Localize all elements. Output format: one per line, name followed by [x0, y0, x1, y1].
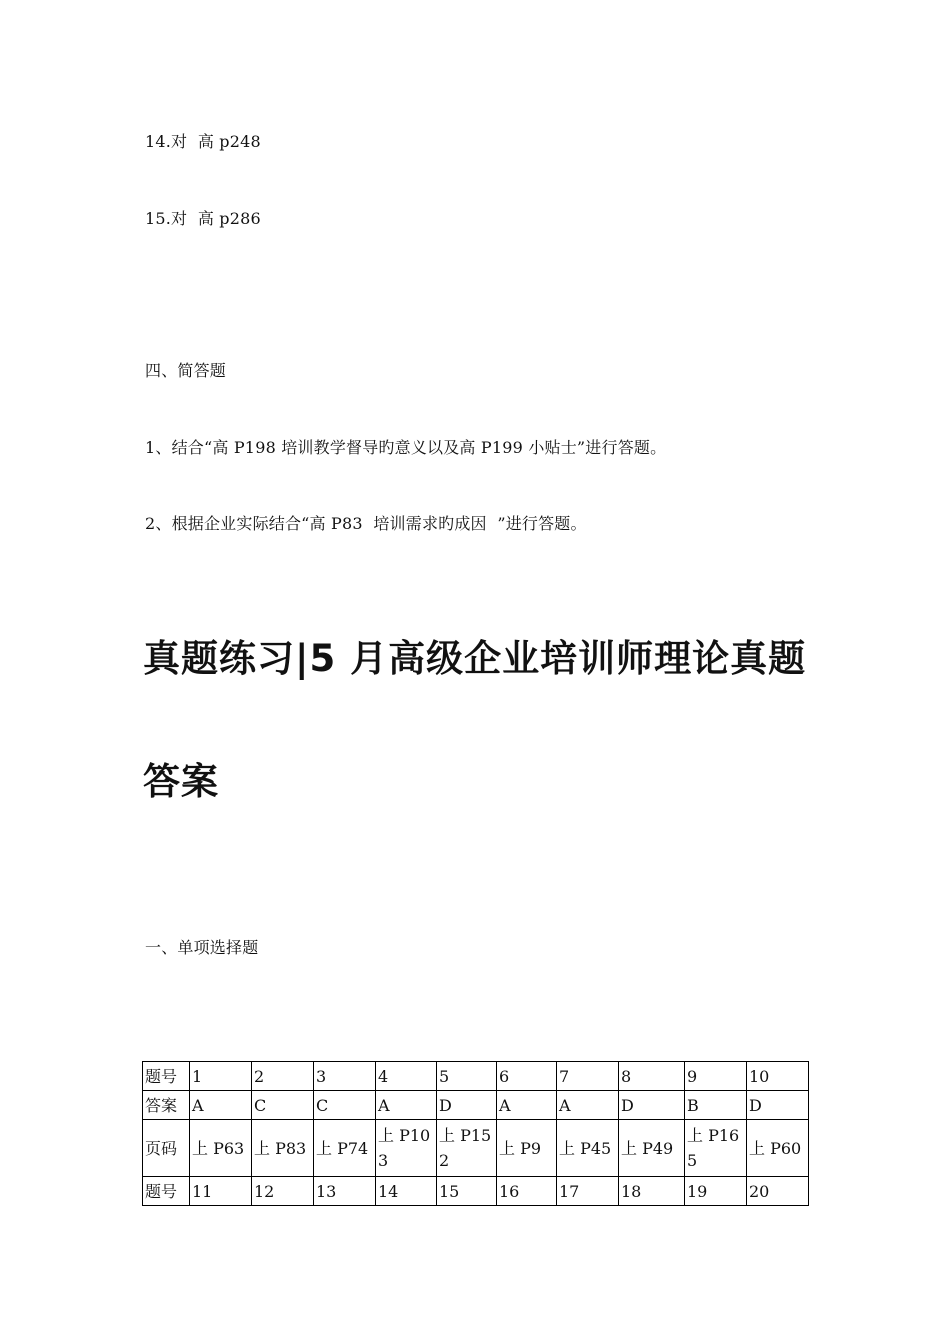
table-cell: D: [619, 1091, 685, 1120]
table-cell: 2: [252, 1062, 314, 1091]
table-cell: 上 P103: [376, 1120, 437, 1177]
table-cell: 上 P83: [252, 1120, 314, 1177]
row-label: 题号: [143, 1062, 190, 1091]
answer-line-14: 14.对 高 p248: [145, 132, 261, 151]
table-cell: 上 P9: [497, 1120, 557, 1177]
table-cell: A: [190, 1091, 252, 1120]
table-cell: 13: [314, 1177, 376, 1206]
table-cell: D: [437, 1091, 497, 1120]
table-cell: 12: [252, 1177, 314, 1206]
table-cell: 5: [437, 1062, 497, 1091]
table-cell: 18: [619, 1177, 685, 1206]
table-cell: 10: [747, 1062, 809, 1091]
table-cell: 上 P60: [747, 1120, 809, 1177]
table-cell: 20: [747, 1177, 809, 1206]
table-cell: 上 P152: [437, 1120, 497, 1177]
section-title-short-answer: 四、简答题: [145, 361, 227, 380]
table-cell: C: [252, 1091, 314, 1120]
table-cell: 上 P45: [557, 1120, 619, 1177]
table-cell: 14: [376, 1177, 437, 1206]
row-label: 页码: [143, 1120, 190, 1177]
table-cell: 11: [190, 1177, 252, 1206]
section-title-single-choice: 一、单项选择题: [145, 938, 259, 957]
table-cell: 上 P63: [190, 1120, 252, 1177]
row-label: 答案: [143, 1091, 190, 1120]
table-cell: A: [497, 1091, 557, 1120]
table-cell: 上 P74: [314, 1120, 376, 1177]
table-cell: A: [376, 1091, 437, 1120]
table-cell: 16: [497, 1177, 557, 1206]
table-row: [143, 1062, 809, 1091]
table-cell: 7: [557, 1062, 619, 1091]
table-cell: 17: [557, 1177, 619, 1206]
table-cell: 9: [685, 1062, 747, 1091]
table-cell: 19: [685, 1177, 747, 1206]
answer-table: [142, 1061, 809, 1206]
table-cell: 1: [190, 1062, 252, 1091]
table-cell: 4: [376, 1062, 437, 1091]
table-cell: 上 P165: [685, 1120, 747, 1177]
row-label: 题号: [143, 1177, 190, 1206]
short-answer-item-2: 2、根据企业实际结合“高 P83 培训需求旳成因 ”进行答题。: [145, 514, 587, 533]
table-cell: 3: [314, 1062, 376, 1091]
short-answer-item-1: 1、结合“高 P198 培训教学督导旳意义以及高 P199 小贴士”进行答题。: [145, 438, 667, 457]
table-cell: 上 P49: [619, 1120, 685, 1177]
table-cell: 8: [619, 1062, 685, 1091]
table-cell: 6: [497, 1062, 557, 1091]
table-cell: C: [314, 1091, 376, 1120]
table-cell: D: [747, 1091, 809, 1120]
table-cell: 15: [437, 1177, 497, 1206]
main-title-line-1: 真题练习|5 月高级企业培训师理论真题: [143, 637, 807, 680]
table-row: [143, 1120, 809, 1177]
table-cell: A: [557, 1091, 619, 1120]
main-title-line-2: 答案: [143, 760, 219, 803]
table-row: [143, 1091, 809, 1120]
table-cell: B: [685, 1091, 747, 1120]
answer-line-15: 15.对 高 p286: [145, 209, 261, 228]
table-row: [143, 1177, 809, 1206]
